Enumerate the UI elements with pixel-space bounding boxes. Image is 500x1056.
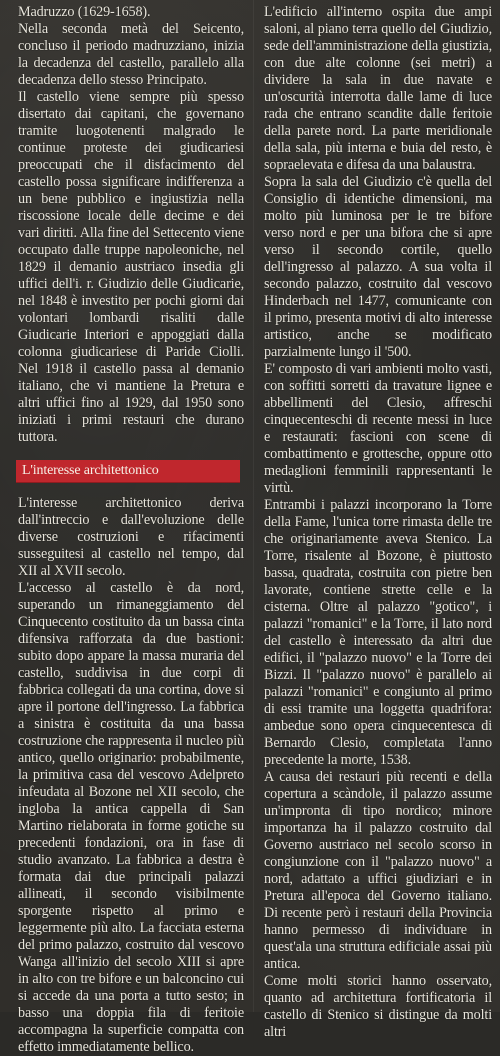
paragraph: Sopra la sala del Giudizio c'è quella del Consiglio di identiche dimensioni, ma molto più luminosa per le tre bifore verso nord e per una bifora che si apre verso il secondo cortile, quello dell'ingresso al palazzo. A sua volta il secondo palazzo, costruito dal vescovo Hinderbach nel 1477, comunicante con il primo, presenta motivi di alto interesse artistico, anche se modificato parzialmente lungo il '500. [264, 174, 492, 360]
column-divider [253, 0, 254, 1012]
paragraph: Madruzzo (1629-1658). [18, 4, 151, 20]
paragraph: Nella seconda metà del Seicento, concluso il periodo madruzziano, inizia la decadenza del castello, parallelo alla decadenza dello stesso Principato. [18, 21, 244, 88]
section-heading-bar [16, 460, 240, 483]
paragraph: Come molti storici hanno osservato, quanto ad architettura fortificatoria il castello di Stenico si distingue da molti altri [264, 973, 492, 1040]
paragraph: A causa dei restauri più recenti e della copertura a scàndole, il palazzo assume un'impronta di tipo nordico; minore importanza ha il palazzo costruito dal Governo austriaco nel secolo scorso in congiunzione con il "palazzo nuovo" a nord, adattato a uffici giudiziari e in Pretura all'epoca del Governo italiano. Di recente però i restauri della Provincia hanno permesso di individuare in quest'ala una struttura edificiale assai più antica. [264, 769, 492, 972]
paragraph: L'edificio all'interno ospita due ampi saloni, al piano terra quello del Giudizio, sede dell'amministrazione della giustizia, con due alte colonne (sei metri) a dividere la sala in due navate e un'oscurità interrotta dalle lame di luce rada che entrano scandite dalle feritoie della parete nord. La parte meridionale della sala, più interna e buia del resto, è sopraelevata e difesa da una balaustra. [264, 4, 492, 173]
section-heading: L'interesse architettonico [22, 463, 159, 478]
paragraph: E' composto di vari ambienti molto vasti, con soffitti sorretti da travature lignee e abbellimenti del Clesio, affreschi cinquecenteschi di recente messi in luce e restaurati: fascioni con scene di combattimento e grottesche, oppure otto medaglioni femminili rappresentanti le virtù. [264, 361, 492, 496]
right-column [264, 4, 492, 1041]
paragraph: Il castello viene sempre più spesso disertato dai capitani, che governano tramite luogotenenti malgrado le continue proteste dei giudicariesi preoccupati che il disfacimento del castello possa significare indifferenza a un bene pubblico e ingiustizia nella riscossione locale delle decime e dei vari diritti. Alla fine del Settecento viene occupato dalle truppe napoleoniche, nel 1829 il demanio austriaco insedia gli uffici dell'i. r. Giudizio delle Giudicarie, nel 1848 è investito per pochi giorni dai volontari lombardi risaliti dalle Giudicarie Interiori e appoggiati dalla colonna giudicariese di Paride Ciolli. Nel 1918 il castello passa al demanio italiano, che vi mantiene la Pretura e altri uffici fino al 1929, dal 1950 sono iniziati i primi restauri che durano tuttora. [18, 89, 244, 445]
paragraph: L'accesso al castello è da nord, superando un rimaneggiamento del Cinquecento costituito da un bassa cinta difensiva rafforzata da due bastioni: subito dopo appare la massa muraria del castello, suddivisa in due corpi di fabbrica collegati da una cortina, dove si apre il portone dell'ingresso. La fabbrica a sinistra è costituita da una bassa costruzione che rappresenta il nucleo più antico, quello originario: probabilmente, la primitiva casa del vescovo Adelpreto infeudata al Bozone nel XII secolo, che ingloba la antica cappella di San Martino rielaborata in forme gotiche su precedenti fondazioni, ora in fase di studio avanzato. La fabbrica a destra è formata dai due principali palazzi allineati, il secondo visibilmente sporgente rispetto al primo e leggermente più alto. La facciata esterna del primo palazzo, costruito dal vescovo Wanga all'inizio del secolo XIII si apre in alto con tre bifore e un balconcino cui si accede da una porta a tutto sesto; in basso una doppia fila di feritoie accompagna la superficie compatta con effetto immediatamente bellico. [18, 580, 244, 1055]
paragraph: Entrambi i palazzi incorporano la Torre della Fame, l'unica torre rimasta delle tre che originariamente aveva Stenico. La Torre, risalente al Bozone, è piuttosto bassa, quadrata, costruita con pietre ben lavorate, contiene strette celle e la cisterna. Oltre al palazzo "gotico", i palazzi "romanici" e la Torre, il lato nord del castello è interessato da altri due edifici, il "palazzo nuovo" e la Torre dei Bizzi. Il "palazzo nuovo" è parallelo ai palazzi "romanici" e congiunto al primo di essi tramite una loggetta quadrifora: ambedue sono opera cinquecentesca di Bernardo Clesio, completata l'anno precedente la morte, 1538. [264, 497, 492, 768]
paragraph: L'interesse architettonico deriva dall'intreccio e dall'evoluzione delle diverse costruzioni e rifacimenti susseguitesi al castello nel tempo, dal XII al XVII secolo. [18, 495, 244, 579]
left-column [18, 4, 244, 1056]
